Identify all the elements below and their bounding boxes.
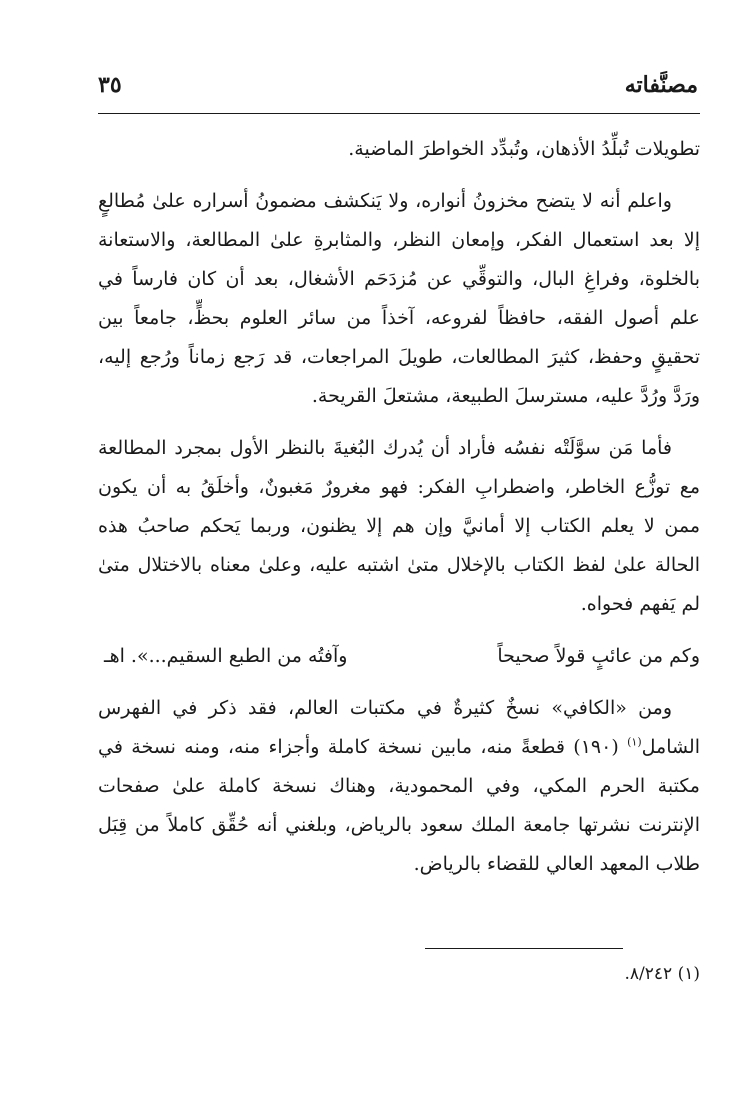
poetry-verse xyxy=(98,637,700,676)
footnote: (١) ٨/٢٤٢. xyxy=(624,964,700,984)
running-title: مصنَّفاته xyxy=(624,72,698,98)
paragraph-2: واعلم أنه لا يتضح مخزونُ أنواره، ولا يَنكشف مضمونُ أسراره علىٰ مُطالعٍ إلا بعد استعمال الفكر، وإمعان النظر، والمثابرةِ علىٰ المطالعة، والاستعانة بالخلوة، وفراغِ البال، والتوقِّي عن مُزدَحَم الأشغال، بعد أن كان فارساً في علم أصول الفقه، حافظاً لفروعه، آخذاً من سائر العلوم بحظٍّ، جامعاً بين تحقيقٍ وحفظ، كثيرَ المطالعات، طويلَ المراجعات، قد رَجع زماناً ورُجع إليه، ورَدَّ ورُدَّ عليه، مسترسلَ الطبيعة، مشتعلَ القريحة. xyxy=(98,190,700,407)
footnote-separator xyxy=(425,948,623,949)
verse-second-hemistich: وآفتُه من الطبع السقيم...». اهـ xyxy=(104,645,348,667)
footnote-reference: (١) xyxy=(627,735,642,749)
verse-first-hemistich: وكم من عائبٍ قولاً صحيحاً xyxy=(497,645,700,667)
main-text xyxy=(98,130,700,897)
paragraph-4-part-1: ومن «الكافي» نسخٌ كثيرةٌ في مكتبات العالم، فقد ذكر في الفهرس الشامل xyxy=(98,697,700,758)
paragraph-4 xyxy=(98,689,700,884)
paragraph-4-part-2: (١٩٠) قطعةً منه، مابين نسخة كاملة وأجزاء منه، ومنه نسخة في مكتبة الحرم المكي، وفي المحمودية، وهناك نسخة كاملة علىٰ صفحات الإنترنت نشرتها جامعة الملك سعود بالرياض، وبلغني أنه حُقِّق كاملاً من قِبَل طلاب المعهد العالي للقضاء بالرياض. xyxy=(98,736,700,875)
page-header xyxy=(98,72,698,108)
header-rule xyxy=(98,113,700,114)
paragraph-3: فأما مَن سوَّلَتْه نفسُه فأراد أن يُدرك البُغيةَ بالنظر الأول بمجرد المطالعة مع توزُّع الخاطر، واضطرابِ الفكر: فهو مغرورٌ مَغبونٌ، وأخلَقُ به أن يكون ممن لا يعلم الكتاب إلا أمانيَّ وإن هم إلا يظنون، وربما يَحكم صاحبُ هذه الحالة علىٰ لفظ الكتاب بالإخلال متىٰ اشتبه عليه، وعلىٰ معناه بالاختلال متىٰ لم يَفهم فحواه. xyxy=(98,437,700,615)
paragraph-1: تطويلات تُبلِّدُ الأذهان، وتُبدِّد الخواطرَ الماضية. xyxy=(348,138,700,160)
page-number: ٣٥ xyxy=(98,72,122,98)
